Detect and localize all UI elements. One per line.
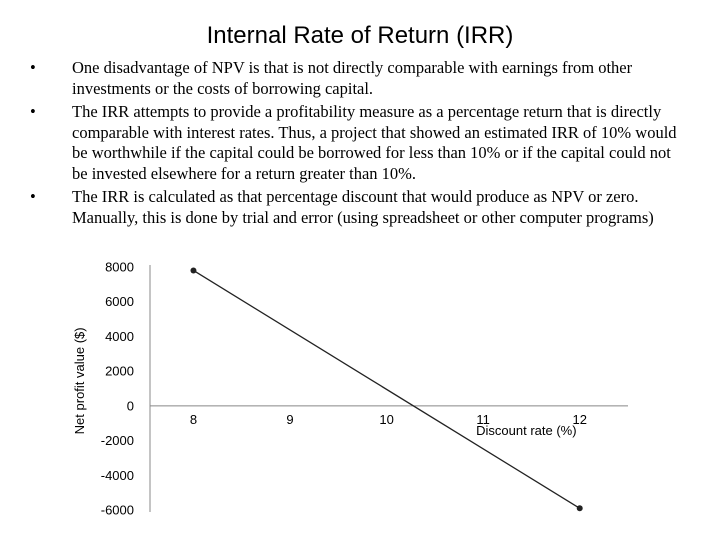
x-tick-label: 8 [189,411,198,427]
y-tick-label: -6000 [100,502,134,518]
bullet-text: One disadvantage of NPV is that is not directly comparable with earnings from other investments or the costs of borrowing capital. [72,58,633,98]
npv-data-point [577,505,583,511]
y-tick-label: 0 [126,398,134,414]
bullet-dot: • [30,102,36,121]
slide-title: Internal Rate of Return (IRR) [206,22,514,49]
npv-series-line [193,270,579,508]
y-axis-label: Net profit value ($) [72,327,87,435]
bullet-text: The IRR attempts to provide a profitability measure as a percentage return that is directly comparable with interest rates. Thus, a project that showed an estimated IRR of 10% would be worthwhile if the capital could be borrowed for less than 10% or if the capital could not be invested elsewhere for a return greater than 10%. [72,102,677,183]
y-tick-label: 6000 [105,294,134,310]
x-tick-label: 9 [286,411,294,427]
x-tick-label: 11 [476,411,490,427]
y-tick-label: 2000 [105,363,134,379]
x-tick-label: 12 [572,411,587,427]
y-tick-label: -2000 [100,433,134,449]
y-tick-label: 4000 [105,328,134,344]
x-axis-label: Discount rate (%) [476,422,577,438]
y-tick-label: 8000 [105,259,134,275]
bullet-text: The IRR is calculated as that percentage discount that would produce as NPV or zero. Manually, this is done by trial and error (using spreadsheet or other computer programs) [72,187,654,227]
y-tick-label: -4000 [100,467,134,483]
bullet-dot: • [30,187,36,206]
npv-data-point [190,267,196,273]
bullet-dot: • [30,58,36,77]
x-tick-label: 10 [379,411,394,427]
